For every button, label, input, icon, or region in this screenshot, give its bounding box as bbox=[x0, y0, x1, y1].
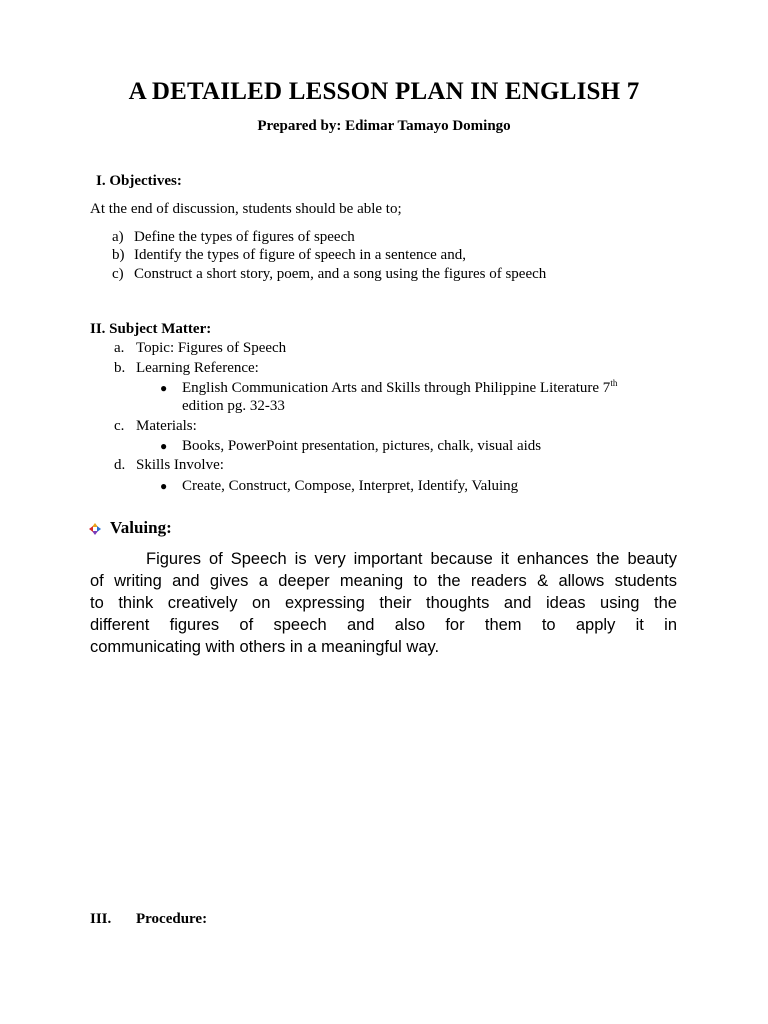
four-arrows-icon bbox=[88, 522, 102, 536]
reference-bullet bbox=[160, 380, 617, 397]
objective-item bbox=[112, 266, 546, 283]
bullet-icon: ● bbox=[160, 479, 168, 493]
item-marker: b. bbox=[114, 360, 126, 376]
materials-text: Materials: bbox=[136, 418, 197, 434]
materials-bullet-text: Books, PowerPoint presentation, pictures, chalk, visual aids bbox=[182, 438, 542, 454]
skills-item bbox=[114, 457, 224, 474]
objective-marker: b) bbox=[112, 247, 125, 263]
skills-text: Skills Involve: bbox=[136, 457, 224, 473]
item-marker: a. bbox=[114, 340, 125, 356]
objective-marker: a) bbox=[112, 229, 124, 245]
page-title: A DETAILED LESSON PLAN IN ENGLISH 7 bbox=[128, 78, 640, 105]
objective-marker: c) bbox=[112, 266, 124, 282]
valuing-paragraph bbox=[90, 548, 677, 658]
item-marker: c. bbox=[114, 418, 125, 434]
bullet-icon: ● bbox=[160, 381, 168, 395]
prepared-by: Prepared by: Edimar Tamayo Domingo bbox=[257, 118, 511, 134]
reference-bullet-text: English Communication Arts and Skills through Philippine Literature 7 bbox=[182, 380, 611, 396]
materials-item bbox=[114, 418, 197, 435]
objective-item bbox=[112, 229, 355, 246]
skills-bullet-text: Create, Construct, Compose, Interpret, Identify, Valuing bbox=[182, 478, 519, 494]
objective-text: Construct a short story, poem, and a song using the figures of speech bbox=[134, 266, 547, 282]
reference-bullet-continued: edition pg. 32-33 bbox=[182, 398, 285, 414]
reference-text: Learning Reference: bbox=[136, 360, 259, 376]
subject-matter-heading: II. Subject Matter: bbox=[90, 321, 212, 337]
valuing-heading: Valuing: bbox=[110, 518, 172, 537]
paragraph-line: Figures of Speech is very important because it enhances the beauty bbox=[146, 550, 677, 568]
topic-text: Topic: Figures of Speech bbox=[136, 340, 287, 356]
materials-bullet bbox=[160, 438, 541, 455]
paragraph-line: communicating with others in a meaningful way. bbox=[90, 638, 440, 656]
paragraph-line: different figures of speech and also for them to apply it in bbox=[90, 616, 677, 634]
objective-item bbox=[112, 247, 466, 264]
item-marker: d. bbox=[114, 457, 126, 473]
bullet-icon: ● bbox=[160, 439, 168, 453]
valuing-heading-row bbox=[88, 518, 172, 538]
objectives-intro: At the end of discussion, students should be able to; bbox=[90, 201, 402, 217]
paragraph-line: of writing and gives a deeper meaning to the readers & allows students bbox=[90, 572, 677, 590]
procedure-numeral: III. bbox=[90, 911, 112, 927]
reference-superscript: th bbox=[610, 378, 618, 388]
procedure-heading: Procedure: bbox=[136, 911, 208, 927]
objective-text: Define the types of figures of speech bbox=[134, 229, 355, 245]
topic-item bbox=[114, 340, 286, 357]
paragraph-line: to think creatively on expressing their thoughts and ideas using the bbox=[90, 594, 677, 612]
skills-bullet bbox=[160, 478, 518, 495]
objective-text: Identify the types of figure of speech in a sentence and, bbox=[134, 247, 466, 263]
objectives-heading: I. Objectives: bbox=[96, 173, 182, 189]
reference-item bbox=[114, 360, 259, 377]
